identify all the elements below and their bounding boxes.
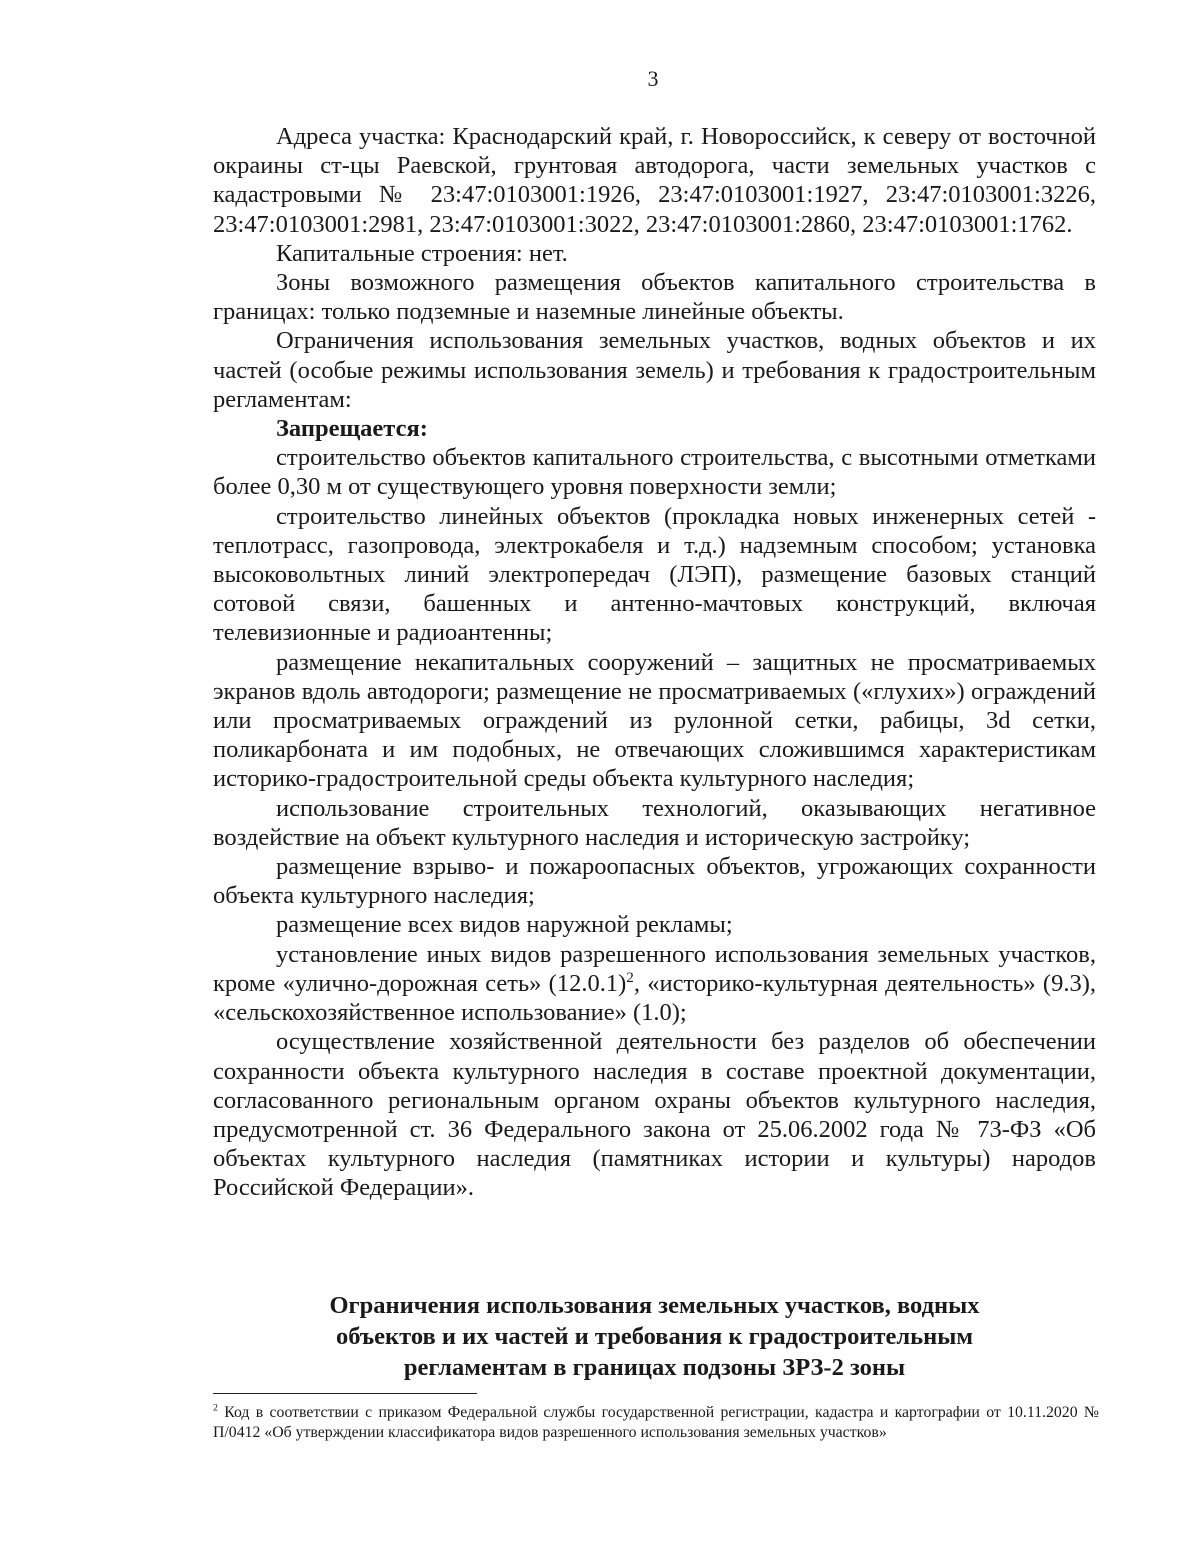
- paragraph-item: использование строительных технологий, оказывающих негативное воздействие на объект культурного наследия и историческую застройку;: [213, 794, 1096, 851]
- body-text: [213, 122, 1096, 1203]
- paragraph-item: строительство объектов капитального строительства, с высотными отметками более 0,30 м от существующего уровня поверхности земли;: [213, 444, 1096, 501]
- footnote-marker: 2: [213, 1402, 218, 1414]
- prohibited-heading: Запрещается:: [276, 415, 428, 443]
- section-heading-line: регламентам в границах подзоны ЗРЗ-2 зоны: [403, 1354, 906, 1381]
- paragraph-item: размещение взрыво- и пожароопасных объектов, угрожающих сохранности объекта культурного наследия;: [213, 853, 1096, 910]
- section-heading-line: Ограничения использования земельных участков, водных: [329, 1292, 980, 1319]
- paragraph-item-with-footnote: [213, 940, 1096, 1028]
- paragraph-restrictions-intro: Ограничения использования земельных участков, водных объектов и их частей (особые режимы использования земель) и требования к градостроительным регламентам:: [213, 327, 1096, 413]
- paragraph-item: осуществление хозяйственной деятельности без разделов об обеспечении сохранности объекта культурного наследия в составе проектной документации, согласованного региональным органом охраны объектов культурного наследия, предусмотренной ст. 36 Федерального закона от 25.06.2002 года № 73-ФЗ «Об объектах культурного наследия (памятниках истории и культуры) народов Российской Федерации».: [213, 1028, 1096, 1202]
- footnote-text: Код в соответствии с приказом Федеральной службы государственной регистрации, кадастра и картографии от 10.11.2020 № П/0412 «Об утверждении классификатора видов разрешенного использования земельных участков»: [213, 1404, 1099, 1441]
- paragraph-item: размещение всех видов наружной рекламы;: [276, 911, 733, 939]
- paragraph-placement-zones: Зоны возможного размещения объектов капитального строительства в границах: только подземные и наземные линейные объекты.: [213, 269, 1096, 326]
- footnote-reference: 2: [626, 968, 634, 986]
- paragraph-capital-buildings: Капитальные строения: нет.: [276, 239, 568, 267]
- section-heading-line: объектов и их частей и требования к градостроительным: [335, 1323, 974, 1350]
- footnote-separator: [213, 1393, 477, 1394]
- paragraph-address: Адреса участка: Краснодарский край, г. Новороссийск, к северу от восточной окраины ст-цы Раевской, грунтовая автодорога, части земельных участков с кадастровыми № 23:47:0103001:1926, 23:47:0103001:1927, 23:47:0103001:3226, 23:47:0103001:2981, 23:47:0103001:3022, 23:47:0103001:2860, 23:47:0103001:1762.: [213, 123, 1096, 238]
- footnote: [213, 1403, 1099, 1443]
- section-heading: [213, 1290, 1096, 1383]
- paragraph-text: установление иных видов разрешенного использования земельных участков, кроме «улично-дорожная сеть» (12.0.1): [213, 940, 1096, 997]
- paragraph-item: строительство линейных объектов (прокладка новых инженерных сетей - теплотрасс, газопровода, электрокабеля и т.д.) надземным способом; установка высоковольтных линий электропередач (ЛЭП), размещение базовых станций сотовой связи, башенных и антенно-мачтовых конструкций, включая телевизионные и радиоантенны;: [213, 502, 1096, 647]
- paragraph-text: , «историко-культурная деятельность» (9.3), «сельскохозяйственное использование» (1.0);: [213, 969, 1096, 1027]
- paragraph-item: размещение некапитальных сооружений – защитных не просматриваемых экранов вдоль автодороги; размещение не просматриваемых («глухих») ограждений или просматриваемых ограждений из рулонной сетки, рабицы, 3d сетки, поликарбоната и им подобных, не отвечающих сложившимся характеристикам историко-градостроительной среды объекта культурного наследия;: [213, 648, 1096, 793]
- page-number: 3: [647, 66, 659, 91]
